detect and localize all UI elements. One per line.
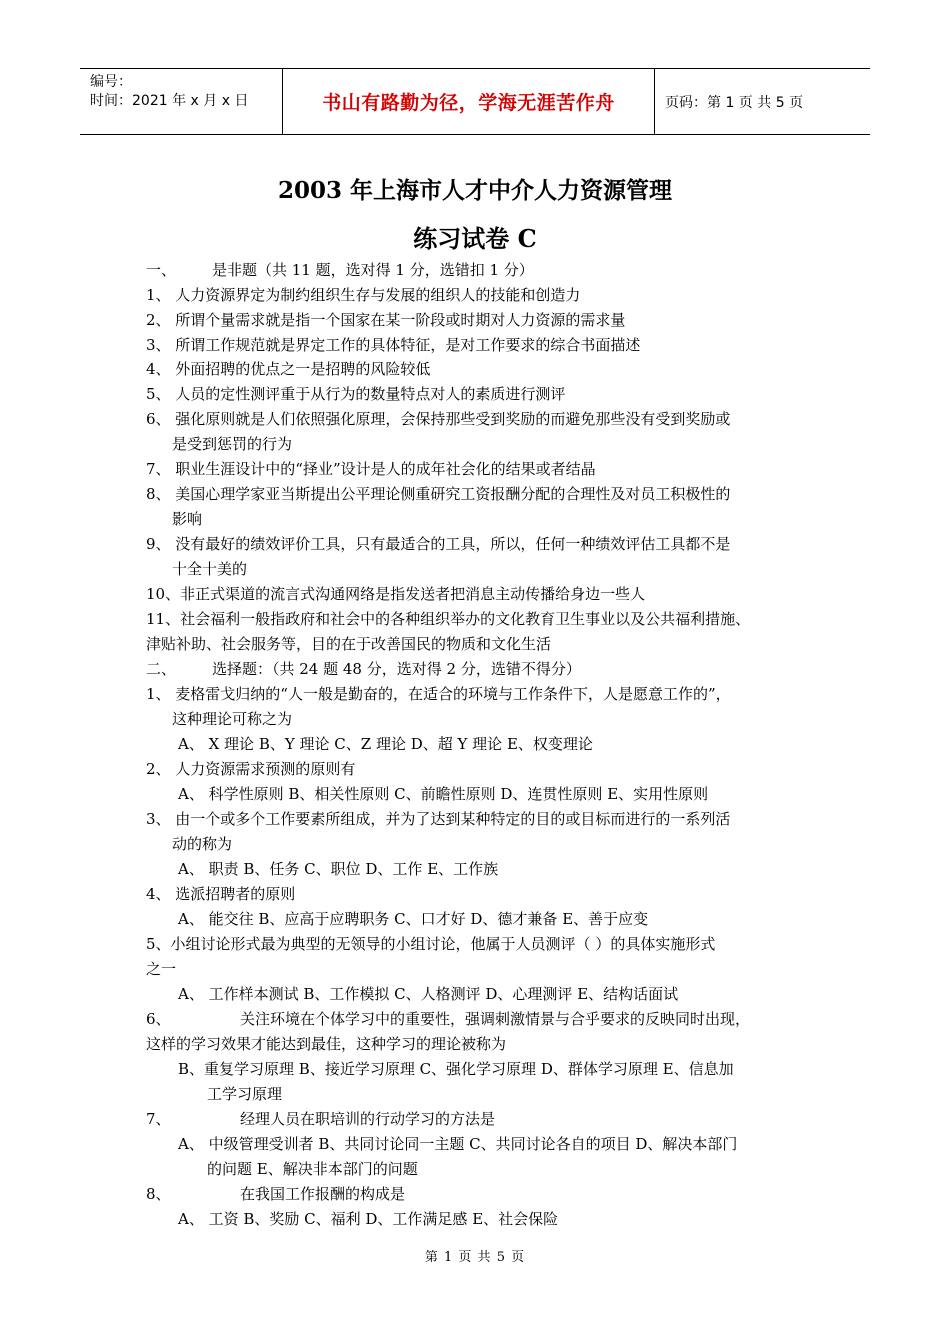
mc-question-continuation: 这样的学习效果才能达到最佳，这种学习的理论被称为 <box>146 1035 507 1053</box>
tf-question-continuation: 津贴补助、社会服务等，目的在于改善国民的物质和文化生活 <box>146 635 552 653</box>
tf-question: 5、 人员的定性测评重于从行为的数量特点对人的素质进行测评 <box>146 385 566 403</box>
mc-question-continuation: 这种理论可称之为 <box>172 710 293 728</box>
tf-question: 9、 没有最好的绩效评价工具，只有最适合的工具，所以，任何一种绩效评估工具都不是 <box>146 535 731 553</box>
mc-question-number: 8、 <box>146 1185 171 1203</box>
section2-heading: 选择题：（共 24 题 48 分，选对得 2 分，选错不得分） <box>212 660 581 678</box>
mc-question: 3、 由一个或多个工作要素所组成，并为了达到某种特定的目的或目标而进行的一系列活 <box>146 810 731 828</box>
document-number: 编号： <box>90 74 132 90</box>
mc-options: A、 工资 B、奖励 C、福利 D、工作满足感 E、社会保险 <box>178 1210 559 1228</box>
header-motto: 书山有路勤为径，学海无涯苦作舟 <box>282 69 655 134</box>
tf-question: 7、 职业生涯设计中的“择业”设计是人的成年社会化的结果或者结晶 <box>146 460 596 478</box>
header-page-info: 页码：第 1 页 共 5 页 <box>665 94 804 111</box>
section1-heading: 是非题（共 11 题，选对得 1 分，选错扣 1 分） <box>212 261 534 279</box>
mc-options: A、 X 理论 B、Y 理论 C、Z 理论 D、超 Y 理论 E、权变理论 <box>178 735 593 753</box>
mc-question-continuation: 之一 <box>146 960 177 978</box>
mc-options: A、 职责 B、任务 C、职位 D、工作 E、工作族 <box>178 860 499 878</box>
header-left-cell <box>80 69 282 134</box>
mc-question: 4、 选派招聘者的原则 <box>146 885 296 903</box>
tf-question-continuation: 十全十美的 <box>172 560 248 578</box>
tf-question: 11、社会福利一般指政府和社会中的各种组织举办的文化教育卫生事业以及公共福利措施、 <box>146 610 751 628</box>
tf-question: 8、 美国心理学家亚当斯提出公平理论侧重研究工资报酬分配的合理性及对员工积极性的 <box>146 485 731 503</box>
mc-options: A、 能交往 B、应高于应聘职务 C、口才好 D、德才兼备 E、善于应变 <box>178 910 649 928</box>
mc-question-number: 7、 <box>146 1110 171 1128</box>
mc-options: B、重复学习原理 B、接近学习原理 C、强化学习原理 D、群体学习原理 E、信息加 <box>178 1060 734 1078</box>
mc-question: 经理人员在职培训的行动学习的方法是 <box>240 1110 496 1128</box>
tf-question-continuation: 是受到惩罚的行为 <box>172 435 293 453</box>
page-title: 2003 年上海市人才中介人力资源管理 <box>277 177 673 204</box>
document-date: 时间：2021 年 x 月 x 日 <box>90 93 249 109</box>
mc-question: 2、 人力资源需求预测的原则有 <box>146 760 356 778</box>
tf-question: 1、 人力资源界定为制约组织生存与发展的组织人的技能和创造力 <box>146 286 581 304</box>
tf-question: 3、 所谓工作规范就是界定工作的具体特征，是对工作要求的综合书面描述 <box>146 336 641 354</box>
tf-question: 10、非正式渠道的流言式沟通网络是指发送者把消息主动传播给身边一些人 <box>146 585 646 603</box>
page-footer: 第 1 页 共 5 页 <box>424 1250 526 1265</box>
mc-question: 关注环境在个体学习中的重要性，强调刺激情景与合乎要求的反映同时出现， <box>240 1010 751 1028</box>
mc-question: 在我国工作报酬的构成是 <box>240 1185 406 1203</box>
mc-options-continuation: 的问题 E、解决非本部门的问题 <box>207 1160 418 1178</box>
header-table <box>80 68 870 135</box>
page-subtitle: 练习试卷 C <box>413 224 537 253</box>
section1-heading-number: 一、 <box>146 261 177 279</box>
mc-options: A、 工作样本测试 B、工作模拟 C、人格测评 D、心理测评 E、结构话面试 <box>178 985 679 1003</box>
tf-question: 6、 强化原则就是人们依照强化原理，会保持那些受到奖励的而避免那些没有受到奖励或 <box>146 410 731 428</box>
mc-question: 1、 麦格雷戈归纳的“人一般是勤奋的，在适合的环境与工作条件下，人是愿意工作的”， <box>146 685 731 703</box>
mc-question-continuation: 动的称为 <box>172 835 233 853</box>
tf-question: 2、 所谓个量需求就是指一个国家在某一阶段或时期对人力资源的需求量 <box>146 311 626 329</box>
mc-options: A、 科学性原则 B、相关性原则 C、前瞻性原则 D、连贯性原则 E、实用性原则 <box>178 785 709 803</box>
mc-options-continuation: 工学习原理 <box>207 1085 283 1103</box>
tf-question: 4、 外面招聘的优点之一是招聘的风险较低 <box>146 360 431 378</box>
mc-question: 5、小组讨论形式最为典型的无领导的小组讨论，他属于人员测评（ ）的具体实施形式 <box>146 935 716 953</box>
mc-question-number: 6、 <box>146 1010 171 1028</box>
section2-heading-number: 二、 <box>146 660 177 678</box>
tf-question-continuation: 影响 <box>172 510 203 528</box>
mc-options: A、 中级管理受训者 B、共同讨论同一主题 C、共同讨论各自的项目 D、解决本部门 <box>178 1135 738 1153</box>
